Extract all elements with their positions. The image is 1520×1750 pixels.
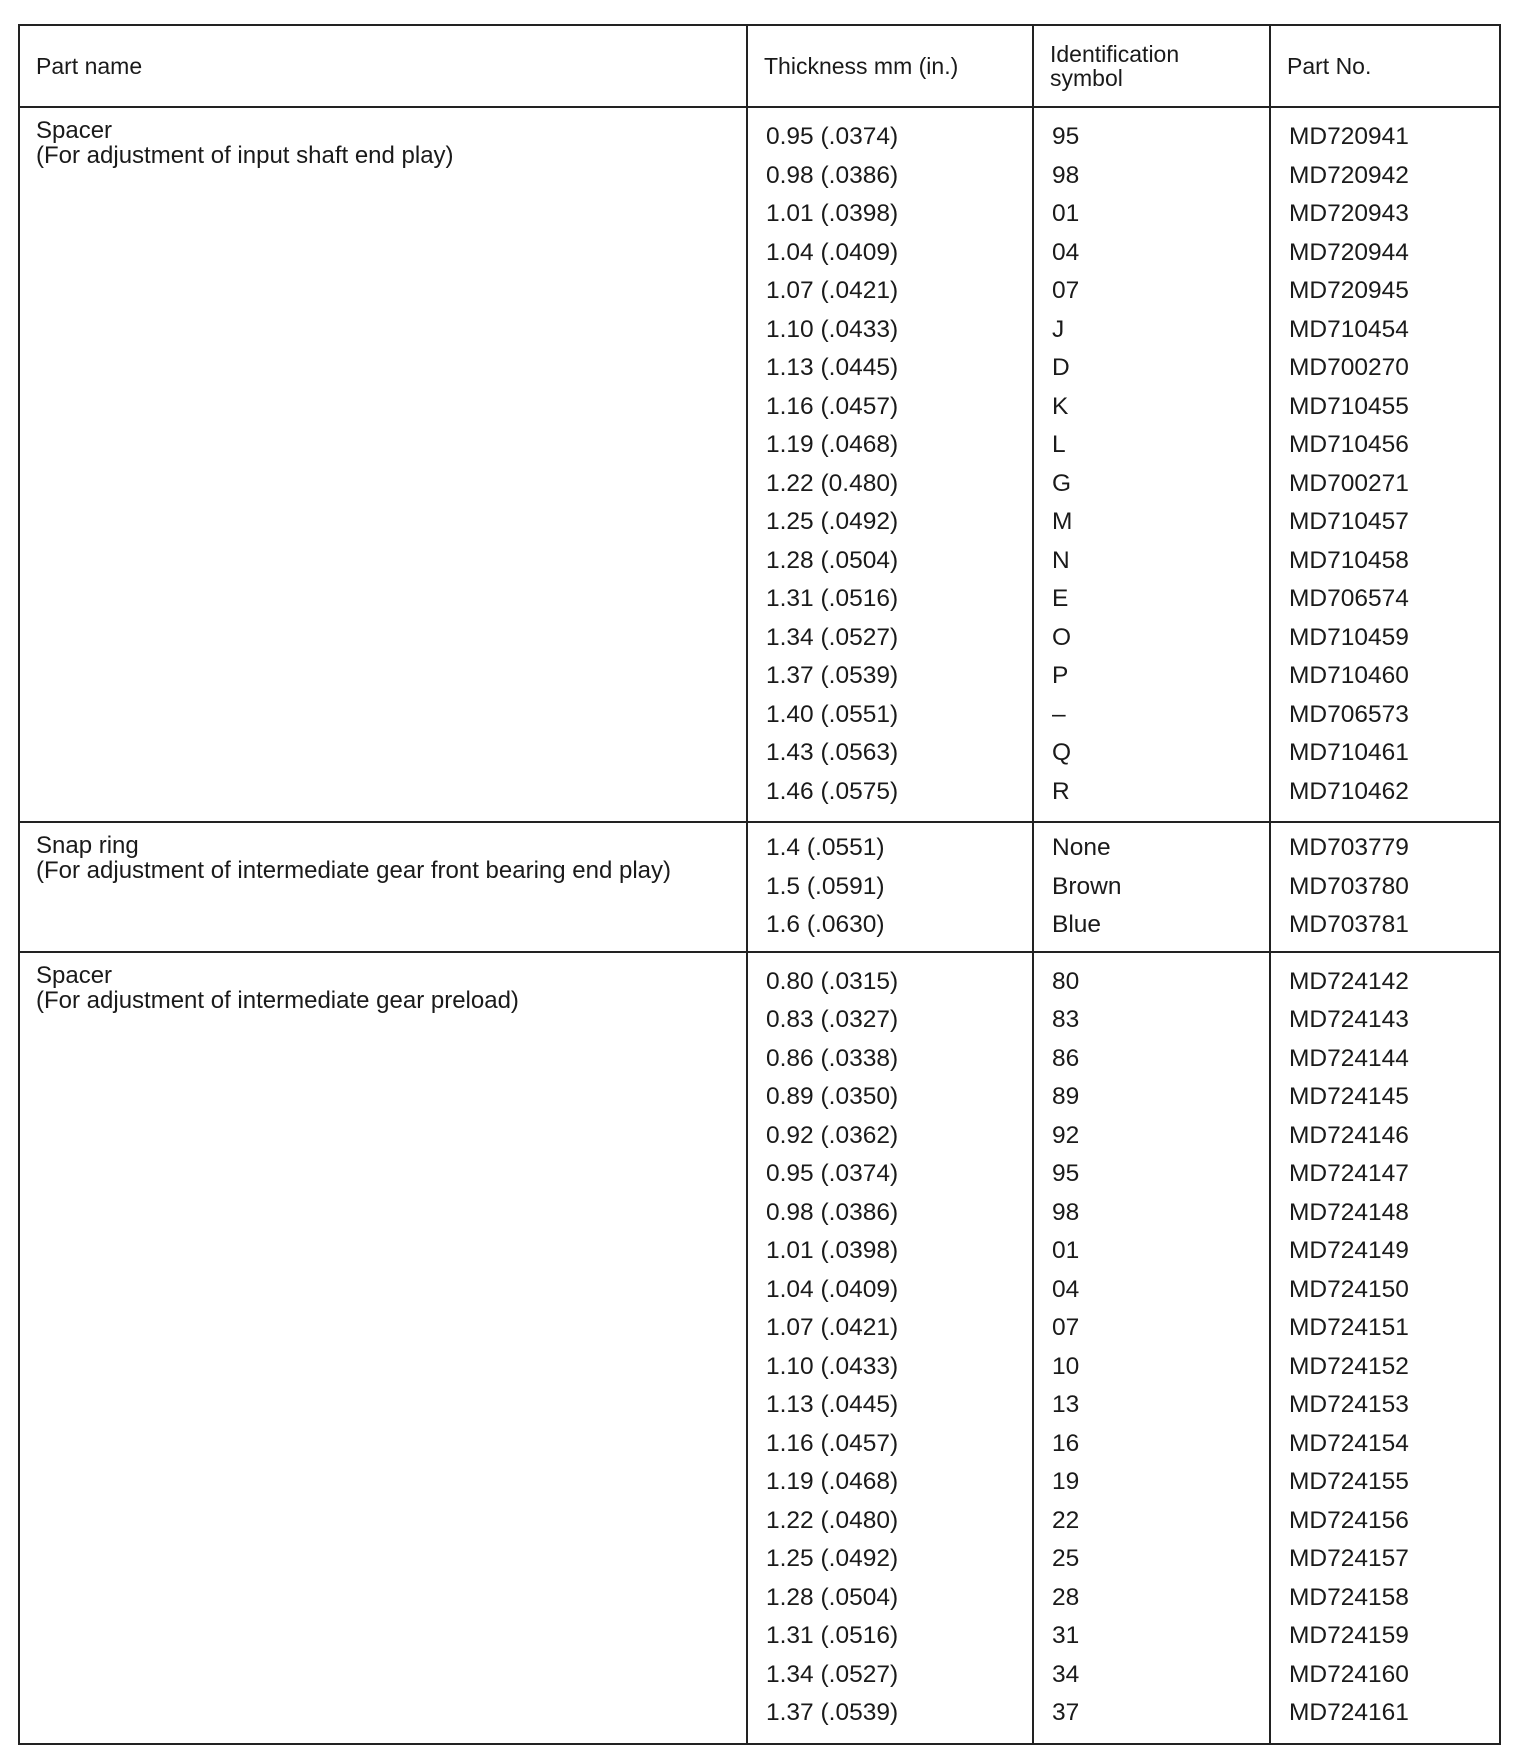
thickness-value: 0.83 (.0327): [766, 1006, 899, 1033]
part-no-value: MD724158: [1289, 1583, 1409, 1611]
thickness-value: 1.10 (.0433): [766, 315, 899, 343]
thickness-value: 1.19 (.0468): [766, 1468, 899, 1495]
identification-symbol-value: R: [1052, 777, 1070, 805]
identification-symbol-value: 07: [1052, 277, 1080, 304]
identification-symbol-value: 28: [1052, 1583, 1080, 1611]
identification-symbol-value: 04: [1052, 1275, 1080, 1303]
thickness-value: 1.6 (.0630): [766, 911, 885, 938]
thickness-value: 1.28 (.0504): [766, 546, 899, 574]
thickness-value: 0.95 (.0374): [766, 123, 899, 150]
thickness-value: 0.86 (.0338): [766, 1044, 899, 1072]
identification-symbol-value: O: [1052, 623, 1072, 651]
part-name: Spacer: [36, 117, 113, 144]
identification-symbol-value: P: [1052, 662, 1069, 689]
thickness-value: 1.16 (.0457): [766, 392, 899, 420]
header-identification-symbol: Identification symbol: [1033, 26, 1270, 107]
parts-table: [20, 26, 1499, 1743]
identification-symbol-value: 22: [1052, 1506, 1080, 1534]
part-purpose: (For adjustment of intermediate gear preload): [36, 986, 519, 1014]
table-row: [20, 952, 1499, 1743]
part-no-value: MD703780: [1289, 872, 1409, 900]
thickness-value: 1.22 (.0480): [766, 1506, 899, 1534]
part-no-value: MD724155: [1289, 1468, 1409, 1495]
part-no-value: MD703781: [1289, 911, 1409, 938]
identification-symbol-value: 10: [1052, 1352, 1080, 1380]
part-no-value: MD710458: [1289, 546, 1409, 574]
part-name-cell: [20, 107, 747, 822]
part-no-value: MD724151: [1289, 1314, 1409, 1341]
part-no-value: MD724153: [1289, 1391, 1409, 1418]
identification-symbol-value: 86: [1052, 1044, 1080, 1072]
thickness-value: 0.98 (.0386): [766, 1198, 899, 1226]
identification-symbol-value: J: [1052, 315, 1065, 343]
identification-symbol-value: 92: [1052, 1121, 1080, 1149]
part-no-value: MD724160: [1289, 1660, 1409, 1688]
thickness-value: 1.01 (.0398): [766, 200, 899, 227]
part-no-value: MD720945: [1289, 277, 1409, 304]
header-thickness: Thickness mm (in.): [747, 26, 1033, 107]
thickness-value: 0.92 (.0362): [766, 1121, 899, 1149]
part-no-value: MD720942: [1289, 161, 1409, 189]
part-no-value: MD724147: [1289, 1160, 1409, 1187]
identification-symbol-value: L: [1052, 431, 1066, 458]
thickness-value: 1.22 (0.480): [766, 469, 899, 497]
part-name: Spacer: [36, 961, 113, 989]
part-no-value: MD724144: [1289, 1044, 1409, 1072]
identification-symbol-value: 04: [1052, 238, 1080, 266]
identification-symbol-value: 95: [1052, 123, 1080, 150]
thickness-value: 1.13 (.0445): [766, 354, 899, 381]
identification-symbol-value: 98: [1052, 1198, 1080, 1226]
part-name: Snap ring: [36, 832, 139, 859]
thickness-value: 1.4 (.0551): [766, 834, 885, 861]
identification-symbol-value: N: [1052, 546, 1070, 574]
identification-symbol-value: 89: [1052, 1083, 1080, 1110]
thickness-value: 1.04 (.0409): [766, 238, 899, 266]
part-no-value: MD724161: [1289, 1699, 1409, 1726]
part-no-value: MD710455: [1289, 392, 1409, 420]
identification-symbol-value: 13: [1052, 1391, 1080, 1418]
thickness-value: 1.01 (.0398): [766, 1237, 899, 1264]
thickness-value: 1.13 (.0445): [766, 1391, 899, 1418]
thickness-value: 1.37 (.0539): [766, 662, 899, 689]
identification-symbol-value: 83: [1052, 1006, 1080, 1033]
thickness-value: 1.16 (.0457): [766, 1429, 899, 1457]
thickness-value: 1.37 (.0539): [766, 1699, 899, 1726]
identification-symbol-value: Blue: [1052, 911, 1102, 938]
thickness-column: [747, 107, 1033, 822]
identification-symbol-value: –: [1052, 700, 1066, 728]
part-no-value: MD720941: [1289, 123, 1409, 150]
identification-symbol-value: E: [1052, 585, 1069, 612]
part-no-value: MD710454: [1289, 315, 1409, 343]
thickness-value: 1.28 (.0504): [766, 1583, 899, 1611]
table-row: [20, 107, 1499, 822]
thickness-value: 1.40 (.0551): [766, 700, 899, 728]
part-no-value: MD720944: [1289, 238, 1409, 266]
thickness-value: 0.98 (.0386): [766, 161, 899, 189]
identification-symbol-value: Q: [1052, 739, 1072, 766]
part-purpose: (For adjustment of intermediate gear front bearing end play): [36, 857, 672, 884]
thickness-value: 0.80 (.0315): [766, 967, 899, 995]
identification-symbol-value: K: [1052, 392, 1069, 420]
thickness-value: 1.07 (.0421): [766, 1314, 899, 1341]
identification-symbol-value: 19: [1052, 1468, 1080, 1495]
part-no-value: MD724152: [1289, 1352, 1409, 1380]
identification-symbol-value: D: [1052, 354, 1070, 381]
identification-symbol-value: 95: [1052, 1160, 1080, 1187]
thickness-value: 1.5 (.0591): [766, 872, 885, 900]
thickness-value: 1.25 (.0492): [766, 508, 899, 535]
group-spacer-intermediate-gear: [20, 952, 1499, 1743]
symbol-column: [1033, 952, 1270, 1743]
part-no-value: MD724143: [1289, 1006, 1409, 1033]
part-no-value: MD710456: [1289, 431, 1409, 458]
identification-symbol-value: M: [1052, 508, 1073, 535]
part-no-value: MD710460: [1289, 662, 1409, 689]
identification-symbol-value: 01: [1052, 1237, 1080, 1264]
part-no-value: MD724150: [1289, 1275, 1409, 1303]
identification-symbol-value: 16: [1052, 1429, 1080, 1457]
part-name-cell: [20, 822, 747, 952]
symbol-column: [1033, 822, 1270, 952]
group-spacer-input-shaft: [20, 107, 1499, 822]
part-name-cell: [20, 952, 747, 1743]
part-no-value: MD724159: [1289, 1622, 1409, 1649]
identification-symbol-value: 07: [1052, 1314, 1080, 1341]
part-no-value: MD724146: [1289, 1121, 1409, 1149]
table-header-row: [20, 26, 1499, 107]
thickness-value: 0.95 (.0374): [766, 1160, 899, 1187]
thickness-value: 1.19 (.0468): [766, 431, 899, 458]
thickness-value: 1.07 (.0421): [766, 277, 899, 304]
identification-symbol-value: 25: [1052, 1545, 1080, 1572]
identification-symbol-value: 37: [1052, 1699, 1080, 1726]
part-no-value: MD706574: [1289, 585, 1409, 612]
part-no-value: MD700270: [1289, 354, 1409, 381]
part-no-value: MD703779: [1289, 834, 1409, 861]
thickness-value: 1.34 (.0527): [766, 623, 899, 651]
thickness-value: 1.31 (.0516): [766, 1622, 899, 1649]
part-no-value: MD724157: [1289, 1545, 1409, 1572]
thickness-value: 1.34 (.0527): [766, 1660, 899, 1688]
part-no-column: [1270, 952, 1499, 1743]
parts-table-container: [18, 24, 1501, 1745]
part-no-value: MD724156: [1289, 1506, 1409, 1534]
header-part-no: Part No.: [1270, 26, 1499, 107]
identification-symbol-value: None: [1052, 834, 1111, 861]
part-purpose: (For adjustment of input shaft end play): [36, 142, 454, 169]
table-row: [20, 822, 1499, 952]
thickness-value: 1.46 (.0575): [766, 777, 899, 805]
thickness-value: 0.89 (.0350): [766, 1083, 899, 1110]
part-no-value: MD710459: [1289, 623, 1409, 651]
part-no-column: [1270, 822, 1499, 952]
header-part-name: Part name: [20, 26, 747, 107]
part-no-value: MD706573: [1289, 700, 1409, 728]
identification-symbol-value: 01: [1052, 200, 1080, 227]
part-no-value: MD724154: [1289, 1429, 1409, 1457]
part-no-value: MD710457: [1289, 508, 1409, 535]
part-no-column: [1270, 107, 1499, 822]
part-no-value: MD710461: [1289, 739, 1409, 766]
part-no-value: MD724142: [1289, 967, 1409, 995]
identification-symbol-value: 31: [1052, 1622, 1080, 1649]
identification-symbol-value: 34: [1052, 1660, 1080, 1688]
identification-symbol-value: 98: [1052, 161, 1080, 189]
symbol-column: [1033, 107, 1270, 822]
thickness-value: 1.43 (.0563): [766, 739, 899, 766]
group-snap-ring: [20, 822, 1499, 952]
part-no-value: MD710462: [1289, 777, 1409, 805]
thickness-value: 1.25 (.0492): [766, 1545, 899, 1572]
part-no-value: MD724149: [1289, 1237, 1409, 1264]
identification-symbol-value: G: [1052, 469, 1072, 497]
part-no-value: MD724148: [1289, 1198, 1409, 1226]
identification-symbol-value: Brown: [1052, 872, 1122, 900]
thickness-value: 1.04 (.0409): [766, 1275, 899, 1303]
part-no-value: MD720943: [1289, 200, 1409, 227]
identification-symbol-value: 80: [1052, 967, 1080, 995]
thickness-column: [747, 952, 1033, 1743]
part-no-value: MD724145: [1289, 1083, 1409, 1110]
thickness-value: 1.31 (.0516): [766, 585, 899, 612]
thickness-column: [747, 822, 1033, 952]
part-no-value: MD700271: [1289, 469, 1409, 497]
thickness-value: 1.10 (.0433): [766, 1352, 899, 1380]
